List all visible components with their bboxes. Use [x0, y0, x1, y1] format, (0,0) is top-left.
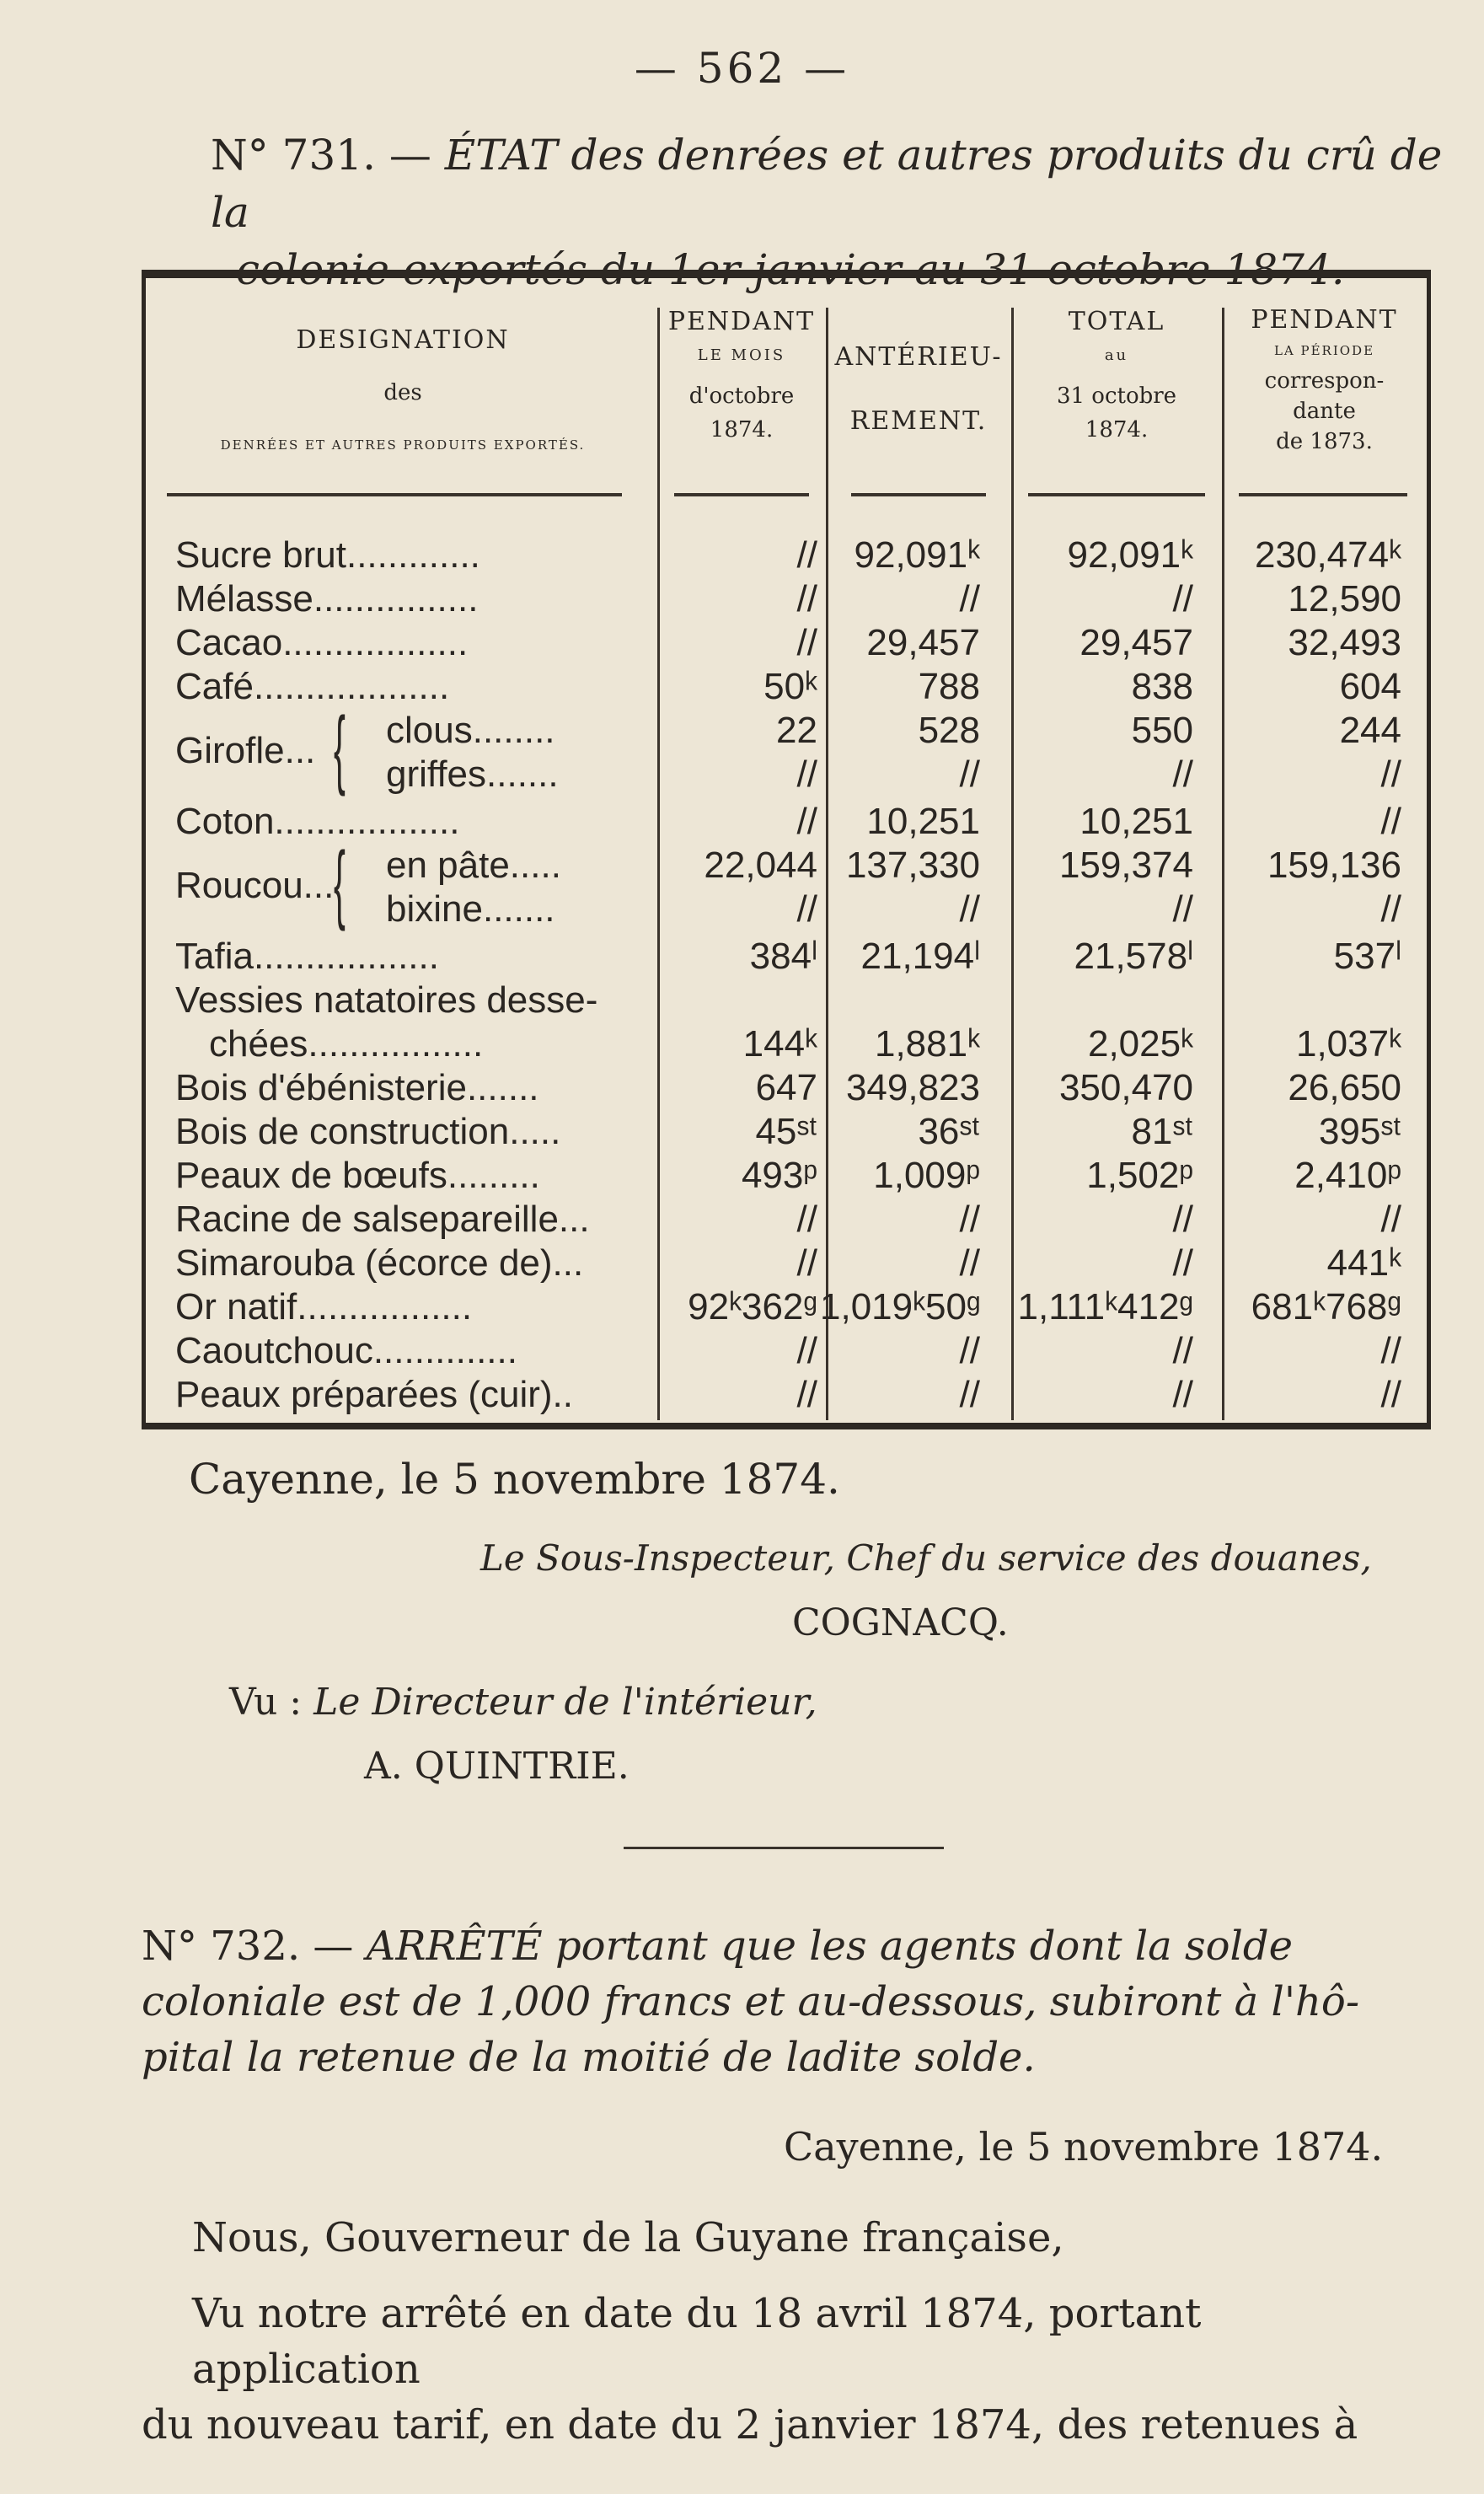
table-row: Sucre brut............. // 92,091ᵏ 92,091ᵏ 230,474ᵏ: [175, 534, 1401, 576]
vu-block: [229, 1681, 817, 1724]
table-row: Café................... 50ᵏ 788 838 604: [175, 666, 1401, 707]
table-row: Or natif................. 92ᵏ362ᵍ 1,019ᵏ50ᵍ 1,111ᵏ412ᵍ 681ᵏ768ᵍ: [175, 1286, 1401, 1327]
header-rule: [1239, 493, 1407, 496]
page-number: — 562 —: [634, 44, 850, 93]
table-row: Coton.................. // 10,251 10,251 //: [175, 801, 1401, 842]
doc-732-title: N° 732. — ARRÊTÉ portant que les agents dont la solde coloniale est de 1,000 francs et au-dessous, subiront à l'hô- pital la retenue de la moitié de ladite solde.: [142, 1918, 1422, 2085]
brace-glyph: {: [334, 700, 346, 797]
doc-731-title: N° 731. — ÉTAT des denrées et autres produits du crû de la: [135, 126, 1449, 298]
table-row: Peaux de bœufs......... 493ᵖ 1,009ᵖ 1,502ᵖ 2,410ᵖ: [175, 1155, 1401, 1196]
signoff-name: COGNACQ.: [792, 1601, 1009, 1644]
exports-table: [142, 270, 1431, 1431]
table-row: Tafia.................. 384ˡ 21,194ˡ 21,578ˡ 537ˡ: [175, 936, 1401, 977]
doc-732-number: N° 732.: [142, 1923, 301, 1970]
table-row: Simarouba (écorce de)... // // // 441ᵏ: [175, 1242, 1401, 1284]
header-rule: [674, 493, 809, 496]
header-col-previous: ANTÉRIEU- REMENT.: [834, 342, 1003, 436]
doc-732-date: Cayenne, le 5 novembre 1874.: [784, 2124, 1384, 2170]
doc-732-title-line1: ARRÊTÉ portant que les agents dont la solde: [366, 1923, 1294, 1970]
table-row: chées................. 144ᵏ 1,881ᵏ 2,025ᵏ 1,037ᵏ: [209, 1023, 1401, 1065]
brace-glyph: {: [334, 834, 346, 932]
table-row: Mélasse................ // // // 12,590: [175, 578, 1401, 619]
header-rule: [1028, 493, 1205, 496]
section-divider: [624, 1847, 944, 1849]
table-bottom-border: [142, 1423, 1431, 1429]
header-designation: DESIGNATION des DENRÉES ET AUTRES PRODUITS EXPORTÉS.: [220, 325, 586, 453]
table-top-border: [142, 270, 1431, 278]
doc-731-title-line1: ÉTAT des denrées et autres produits du crû de la: [211, 131, 1443, 237]
table-row: Peaux préparées (cuir).. // // // //: [175, 1374, 1401, 1415]
header-rule: [851, 493, 986, 496]
table-row: Caoutchouc.............. // // // //: [175, 1330, 1401, 1371]
vu-name: A. QUINTRIE.: [364, 1745, 629, 1788]
doc-731-number: N° 731.: [211, 131, 376, 180]
doc-732-title-line2: coloniale est de 1,000 francs et au-dessous, subiront à l'hô-: [142, 1978, 1360, 2025]
signoff-role: Le Sous-Inspecteur, Chef du service des douanes,: [480, 1537, 1372, 1579]
vu-role: Le Directeur de l'intérieur,: [313, 1681, 817, 1724]
table-row: Bois d'ébénisterie....... 647 349,823 350,470 26,650: [175, 1067, 1401, 1108]
doc-732-title-line3: pital la retenue de la moitié de ladite solde.: [142, 2034, 1036, 2081]
header-rule: [167, 493, 622, 496]
signoff-place-date: Cayenne, le 5 novembre 1874.: [189, 1455, 840, 1504]
header-col-1873: PENDANT LA PÉRIODE correspon- dante de 1873.: [1251, 305, 1398, 454]
table-row: Cacao.................. // 29,457 29,457 32,493: [175, 622, 1401, 663]
table-row-group-roucou: Roucou... { en pâte..... bixine....... 22,044 137,330 159,374 159,136 // // // //: [175, 834, 1401, 932]
header-col-october: PENDANT LE MOIS d'octobre 1874.: [667, 307, 816, 442]
table-row: Vessies natatoires desse-: [175, 979, 598, 1021]
table-row: Bois de construction..... 45ˢᵗ 36ˢᵗ 81ˢᵗ 395ˢᵗ: [175, 1111, 1401, 1152]
table-row-group-girofle: Girofle... { clous........ griffes....... 22 528 550 244 // // // //: [175, 700, 1401, 797]
doc-732-para2: Vu notre arrêté en date du 18 avril 1874, portant application du nouveau tarif, en date du 2 janvier 1874, des retenues à: [142, 2290, 1358, 2448]
doc-732-para1: Nous, Gouverneur de la Guyane française,: [192, 2214, 1064, 2261]
table-row: Racine de salsepareille... // // // //: [175, 1199, 1401, 1240]
vu-label: Vu :: [229, 1681, 303, 1724]
header-col-total: TOTAL au 31 octobre 1874.: [1056, 307, 1177, 442]
